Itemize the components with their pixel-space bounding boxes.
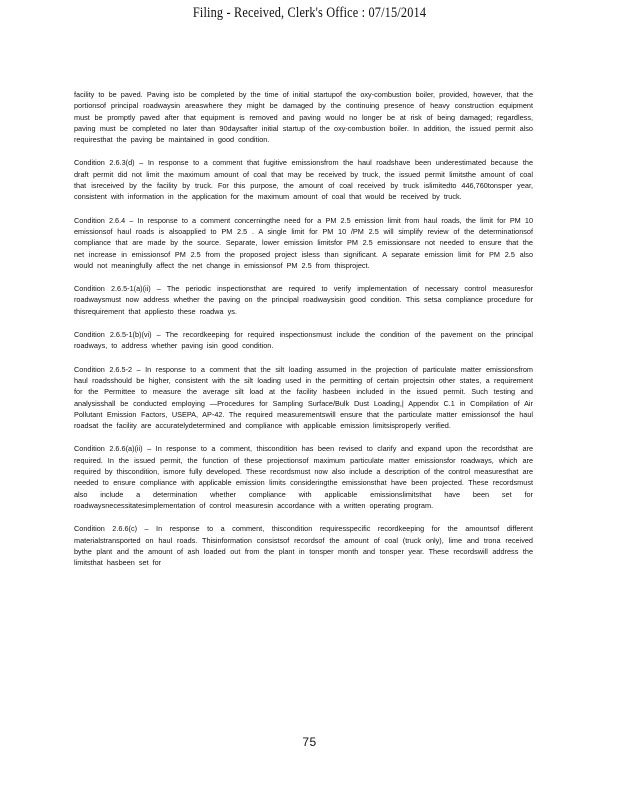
paragraph: Condition 2.6.5-2 – In response to a comment that the silt loading assumed in the projection of particulate matter emissionsfrom haul roadsshould be higher, consistent with the silt loading used in the permitting of certain projectsin other states, a requirement for the Permittee to measure the average silt load at the facility hasbeen included in the issued permit. Such testing and analysisshall be conducted employing —Procedures for Sampling Surface/Bulk Dust Loading,| Appendix C.1 in Compilation of Air Pollutant Emission Factors, USEPA, AP-42. The required measurementswill ensure that the particulate matter emissionsof the haul roadsat the facility are accuratelydetermined and compliance with applicable emission limitsisproperly verified. — [74, 364, 533, 431]
paragraph: Condition 2.6.6(a)(ii) – In response to a comment, thiscondition has been revised to clarify and expand upon the recordsthat are required. In the issued permit, the function of these projectionsof maximum particulate matter emissionsfor roadways, which are required by thiscondition, ismore fully developed. These recordsmust now also include a description of the control measuresthat are needed to ensure compliance with applicable emission limits consideringthe emissionsthat have been projected. These recordsmust also include a determination whether compliance with applicable emissionslimitsthat have been set for roadwaysnecessitatesimplementation of control measuresin accordance with a written operating program. — [74, 444, 533, 510]
paragraph: Condition 2.6.4 – In response to a comment concerningthe need for a PM 2.5 emission limit from haul roads, the limit for PM 10 emissionsof haul roads is alsoapplied to PM 2.5 . A single limit for PM 10 /PM 2.5 will simplify review of the determinationsof compliance that are made by the source. Separate, lower emission limitsfor PM 2.5 emissionsare not needed to ensure that the net increase in emissionsof PM 2.5 from the proposed project isless than significant. A separate emission limit for PM 2.5 also would not meaningfully affect the net change in emissionsof PM 2.5 from thisproject. — [74, 215, 533, 270]
paragraph: Condition 2.6.3(d) – In response to a comment that fugitive emissionsfrom the haul roadshave been underestimated because the draft permit did not limit the maximum amount of coal that may be received by truck, the issued permit limitsthe amount of coal that isreceived by the facility by truck. For this purpose, the amount of coal received by truck islimitedto 446,760tonsper year, consistent with information in the application for the maximum amount of coal that would be received by truck. — [74, 158, 533, 202]
paragraph: facility to be paved. Paving isto be completed by the time of initial startupof the oxy-combustion boiler, provided, however, that the portionsof principal roadwaysin areaswhere they might be damaged by the continuing presence of heavy construction equipment must be promptly paved after that equipment is removed and paving would no longer be at risk of being damaged; regardless, paving must be completed no later than 90daysafter initial startup of the oxy-combustion boiler. In addition, the issued permit also requiresthat the paving be maintained in good condition. — [74, 90, 533, 145]
paragraph: Condition 2.6.6(c) – In response to a comment, thiscondition requiresspecific recordkeeping for the amountsof different materialstransported on haul roads. Thisinformation consistsof recordsof the amount of coal (truck only), lime and trona received bythe plant and the amount of ash loaded out from the plant in tonsper month and tonsper year. These recordswill address the limitsthat hasbeen set for — [74, 524, 533, 568]
paragraph: Condition 2.6.5-1(b)(vi) – The recordkeeping for required inspectionsmust include the condition of the pavement on the principal roadways, to address whether paving isin good condition. — [74, 330, 533, 351]
page-number: 75 — [302, 735, 317, 749]
paragraph: Condition 2.6.5-1(a)(ii) – The periodic inspectionsthat are required to verify implementation of necessary control measuresfor roadwaysmust now address whether the paving on the principal roadwaysisin good condition. This setsa compliance procedure for thisrequirement that appliesto these roadwa ys. — [74, 284, 533, 316]
document-body — [74, 89, 533, 580]
filing-stamp-header: Filing - Received, Clerk's Office : 07/15/2014 — [192, 5, 427, 21]
